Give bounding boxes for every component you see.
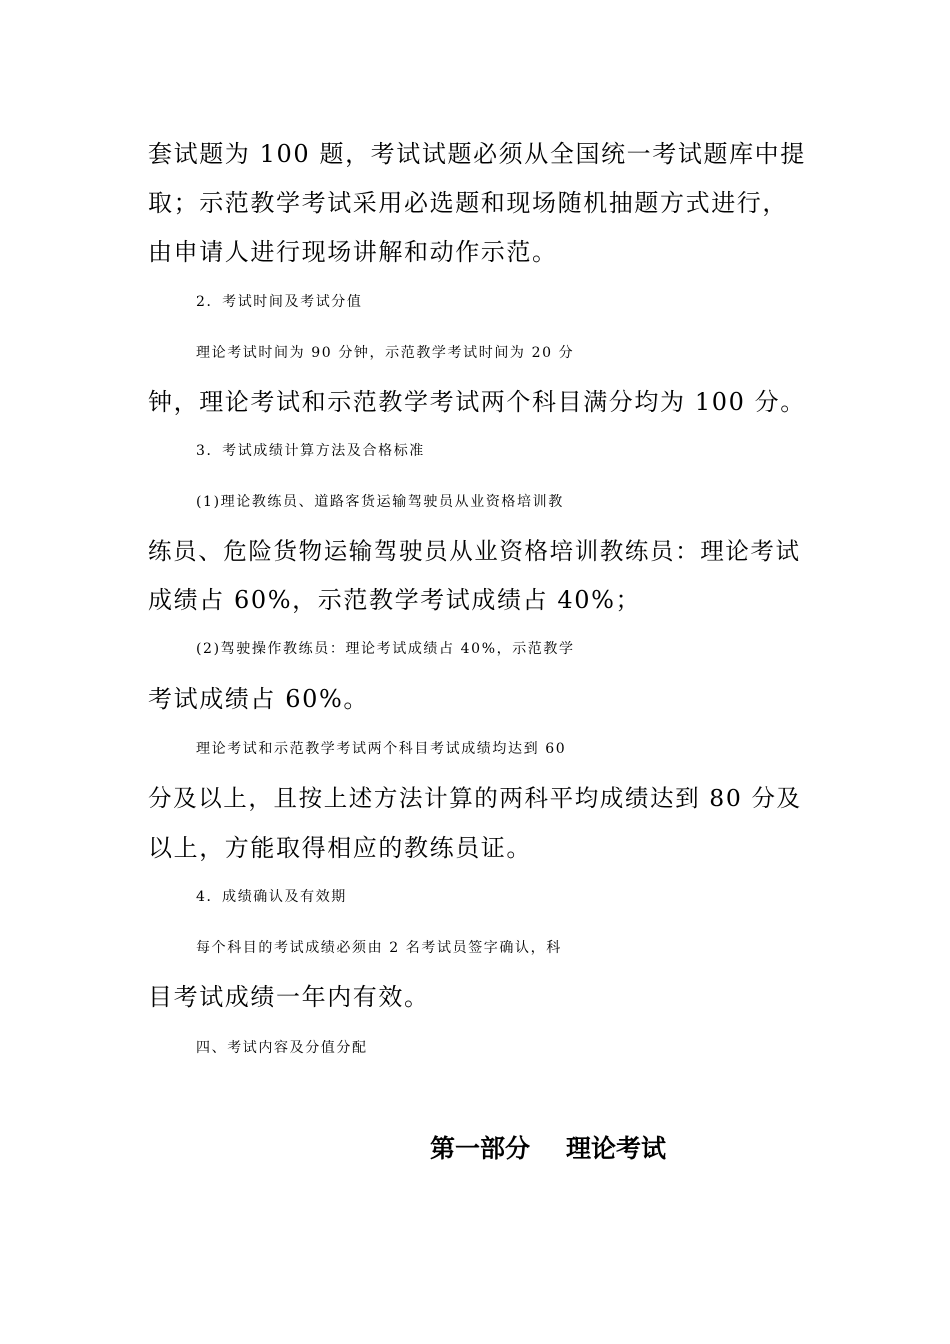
- body-text-line: (2)驾驶操作教练员：理论考试成绩占 40%，示范教学: [196, 641, 575, 657]
- body-text-line: 成绩占 60%，示范教学考试成绩占 40%；: [148, 586, 642, 614]
- part-title: 理论考试: [566, 1134, 667, 1163]
- body-text-line: 钟，理论考试和示范教学考试两个科目满分均为 100 分。: [148, 388, 806, 416]
- body-text-line: 每个科目的考试成绩必须由 2 名考试员签字确认，科: [196, 940, 562, 956]
- section-heading-line: 四、考试内容及分值分配: [196, 1040, 368, 1056]
- body-text-line: 考试成绩占 60%。: [148, 685, 369, 713]
- section-heading-line: 4．成绩确认及有效期: [196, 889, 347, 905]
- body-text-line: 套试题为 100 题，考试试题必须从全国统一考试题库中提: [148, 140, 806, 168]
- body-text-line: 分及以上，且按上述方法计算的两科平均成绩达到 80 分及: [148, 784, 802, 812]
- body-text-line: 目考试成绩一年内有效。: [148, 983, 430, 1011]
- section-heading-line: 2．考试时间及考试分值: [196, 294, 363, 310]
- body-text-line: 以上，方能取得相应的教练员证。: [148, 834, 532, 862]
- body-text-line: 取；示范教学考试采用必选题和现场随机抽题方式进行，: [148, 189, 788, 217]
- section-heading-line: 3．考试成绩计算方法及合格标准: [196, 443, 425, 459]
- part-number: 第一部分: [430, 1134, 531, 1163]
- body-text-line: 由申请人进行现场讲解和动作示范。: [148, 238, 558, 266]
- body-text-line: 练员、危险货物运输驾驶员从业资格培训教练员：理论考试: [148, 537, 801, 565]
- body-text-line: 理论考试时间为 90 分钟，示范教学考试时间为 20 分: [196, 345, 575, 361]
- body-text-line: (1)理论教练员、道路客货运输驾驶员从业资格培训教: [196, 494, 564, 510]
- body-text-line: 理论考试和示范教学考试两个科目考试成绩均达到 60: [196, 741, 567, 757]
- part-heading: [430, 1134, 666, 1164]
